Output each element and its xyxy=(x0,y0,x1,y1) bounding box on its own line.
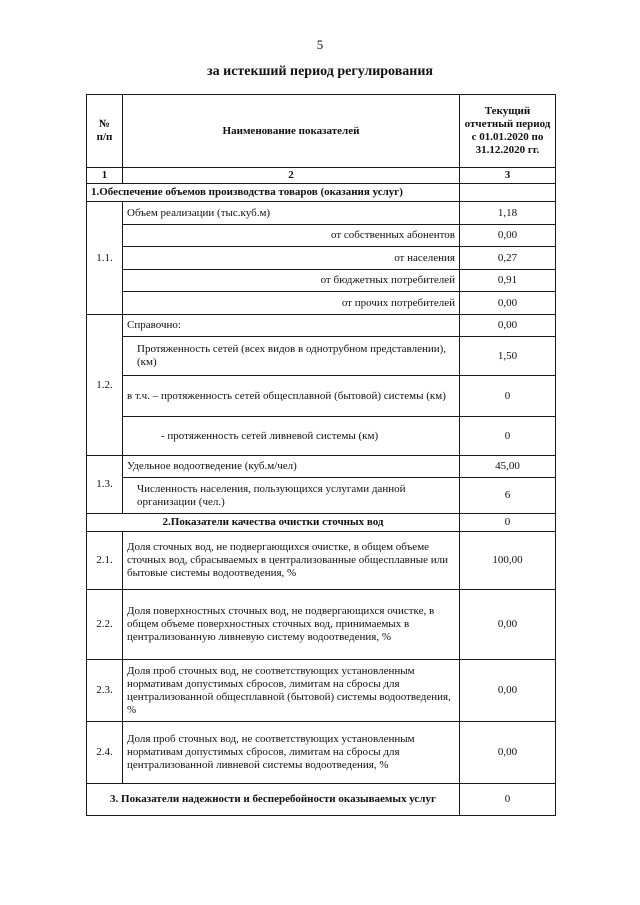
row-value: 1,50 xyxy=(460,337,556,376)
row-label: Доля сточных вод, не подвергающихся очистке, в общем объеме сточных вод, сбрасываемых в централизованные общесплавные или бытовые системы водоотведения, % xyxy=(123,532,460,590)
row-value: 45,00 xyxy=(460,456,556,478)
row-label: от бюджетных потребителей xyxy=(123,270,460,292)
header-name-cell: Наименование показателей xyxy=(123,95,460,168)
row-value: 100,00 xyxy=(460,532,556,590)
row-number: 1.3. xyxy=(87,456,123,514)
row-label: от прочих потребителей xyxy=(123,292,460,315)
table-row xyxy=(87,225,556,247)
row-number: 2.2. xyxy=(87,590,123,660)
section-3-title: 3. Показатели надежности и бесперебойности оказываемых услуг xyxy=(87,784,460,816)
table-row xyxy=(87,722,556,784)
row-label: в т.ч. – протяженность сетей общесплавной (бытовой) системы (км) xyxy=(123,376,460,417)
table-row xyxy=(87,478,556,514)
row-label: от собственных абонентов xyxy=(123,225,460,247)
table-row xyxy=(87,315,556,337)
row-label: Доля проб сточных вод, не соответствующих установленным нормативам допустимых сбросов, лимитам на сбросы для централизованной общесплавной (бытовой) системы водоотведения, % xyxy=(123,660,460,722)
row-value: 0,91 xyxy=(460,270,556,292)
row-value: 6 xyxy=(460,478,556,514)
table-row xyxy=(87,337,556,376)
row-number: 1.2. xyxy=(87,315,123,456)
section-2-row xyxy=(87,514,556,532)
page-title: за истекший период регулирования xyxy=(207,64,433,79)
header-period-cell: Текущий отчетный период с 01.01.2020 по 31.12.2020 гг. xyxy=(460,95,556,168)
row-value: 0,00 xyxy=(460,315,556,337)
section-3-value: 0 xyxy=(460,784,556,816)
table-row xyxy=(87,532,556,590)
row-number: 2.3. xyxy=(87,660,123,722)
row-label: Доля поверхностных сточных вод, не подвергающихся очистке, в общем объеме поверхностных сточных вод, принимаемых в централизованную ливневую систему водоотведения, % xyxy=(123,590,460,660)
section-1-value xyxy=(460,184,556,202)
table-row xyxy=(87,417,556,456)
row-label: Доля проб сточных вод, не соответствующих установленным нормативам допустимых сбросов, лимитам на сбросы для централизованной ливневой системы водоотведения, % xyxy=(123,722,460,784)
table-row xyxy=(87,456,556,478)
header-row xyxy=(87,95,556,168)
table-row xyxy=(87,247,556,270)
table-row xyxy=(87,270,556,292)
section-1-row xyxy=(87,184,556,202)
row-value: 0,00 xyxy=(460,660,556,722)
row-value: 0,00 xyxy=(460,225,556,247)
row-label: Справочно: xyxy=(123,315,460,337)
colnum-1: 1 xyxy=(87,168,123,184)
table-row xyxy=(87,292,556,315)
section-2-title: 2.Показатели качества очистки сточных вод xyxy=(87,514,460,532)
section-2-value: 0 xyxy=(460,514,556,532)
row-value: 0,00 xyxy=(460,722,556,784)
row-value: 0,00 xyxy=(460,590,556,660)
row-value: 0,00 xyxy=(460,292,556,315)
row-value: 0 xyxy=(460,376,556,417)
row-value: 1,18 xyxy=(460,202,556,225)
row-number: 1.1. xyxy=(87,202,123,315)
row-value: 0,27 xyxy=(460,247,556,270)
row-label: Удельное водоотведение (куб.м/чел) xyxy=(123,456,460,478)
table-row xyxy=(87,202,556,225)
header-number-cell: № п/п xyxy=(87,95,123,168)
indicators-table xyxy=(86,94,556,816)
colnum-2: 2 xyxy=(123,168,460,184)
row-label: Протяженность сетей (всех видов в однотрубном представлении), (км) xyxy=(123,337,460,376)
row-label: Объем реализации (тыс.куб.м) xyxy=(123,202,460,225)
row-label: Численность населения, пользующихся услугами данной организации (чел.) xyxy=(123,478,460,514)
column-number-row xyxy=(87,168,556,184)
page-number: 5 xyxy=(316,37,324,52)
row-label: - протяженность сетей ливневой системы (км) xyxy=(123,417,460,456)
table-row xyxy=(87,590,556,660)
row-label: от населения xyxy=(123,247,460,270)
table-row xyxy=(87,376,556,417)
row-number: 2.4. xyxy=(87,722,123,784)
section-1-title: 1.Обеспечение объемов производства товаров (оказания услуг) xyxy=(87,184,460,202)
colnum-3: 3 xyxy=(460,168,556,184)
row-value: 0 xyxy=(460,417,556,456)
table-row xyxy=(87,660,556,722)
row-number: 2.1. xyxy=(87,532,123,590)
section-3-row xyxy=(87,784,556,816)
